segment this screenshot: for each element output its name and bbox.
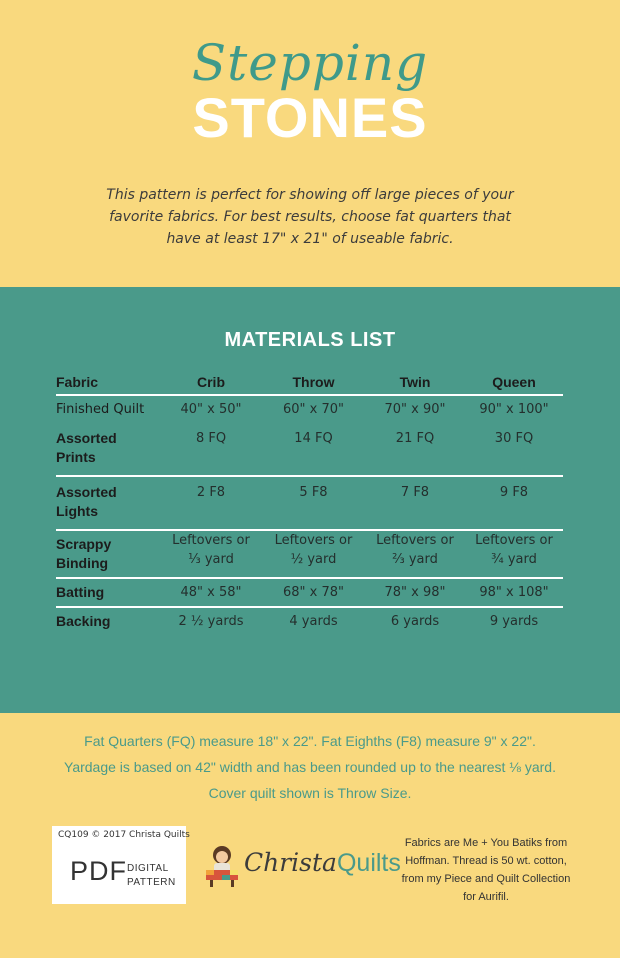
table-row [56, 423, 563, 476]
table-cell: 30 FQ [465, 423, 563, 476]
notes-section [0, 728, 620, 806]
table-cell: 21 FQ [365, 423, 465, 476]
row-label: Scrappy Binding [56, 530, 160, 578]
table-row [56, 607, 563, 635]
logo-text [244, 848, 401, 878]
table-cell: 40" x 50" [180, 402, 242, 417]
table-cell: 78" x 98" [365, 578, 465, 607]
table-cell: 90" x 100" [479, 402, 549, 417]
row-label: Assorted Lights [56, 476, 160, 530]
title-script: Stepping [191, 34, 429, 92]
table-cell: Leftovers or ½ yard [262, 530, 365, 578]
pdf-sublabel-line: DIGITAL [127, 863, 169, 874]
table-cell: 6 yards [390, 614, 440, 629]
pdf-label: PDF [70, 856, 127, 886]
pdf-sublabel-line: PATTERN [127, 877, 176, 888]
table-row [56, 395, 563, 423]
note-line: Cover quilt shown is Throw Size. [208, 785, 412, 801]
credits-text: Fabrics are Me + You Batiks from Hoffman. Thread is 50 wt. cotton, from my Piece and Quilt Collection for Aurifil. [401, 837, 571, 903]
table-row [56, 476, 563, 530]
pattern-code: CQ109 © 2017 Christa Quilts [58, 830, 190, 840]
christa-quilts-logo [202, 840, 401, 890]
table-cell: 2 ½ yards [178, 614, 244, 629]
materials-section [0, 287, 620, 713]
pdf-sublabel [127, 862, 176, 890]
logo-text-quilts: Quilts [336, 849, 401, 877]
header-section [0, 0, 620, 287]
table-cell: 5 F8 [262, 476, 365, 530]
table-cell: Leftovers or ⅓ yard [160, 530, 262, 578]
table-cell: 14 FQ [262, 423, 365, 476]
row-label: Backing [56, 613, 111, 629]
table-cell: 9 yards [489, 614, 539, 629]
column-header: Throw [262, 369, 365, 395]
note-line: Fat Quarters (FQ) measure 18" x 22". Fat Eighths (F8) measure 9" x 22". [84, 733, 536, 749]
christa-quilts-logo-icon [202, 844, 242, 888]
row-label: Assorted Prints [56, 423, 160, 476]
logo-text-christa: Christa [244, 848, 337, 877]
table-cell: 7 F8 [365, 476, 465, 530]
column-header: Crib [160, 369, 262, 395]
materials-table [56, 369, 563, 635]
table-cell: 60" x 70" [282, 402, 344, 417]
pdf-badge [52, 826, 190, 904]
table-cell: 48" x 58" [160, 578, 262, 607]
intro-text: This pattern is perfect for showing off large pieces of your favorite fabrics. For best results, choose fat quarters that have at least 17" x 21" of useable fabric. [106, 187, 514, 247]
column-header: Fabric [56, 369, 160, 395]
table-cell: 98" x 108" [465, 578, 563, 607]
table-cell: 9 F8 [465, 476, 563, 530]
table-cell: 8 FQ [160, 423, 262, 476]
row-label: Finished Quilt [56, 402, 145, 417]
table-cell: 4 yards [289, 614, 338, 629]
column-header: Twin [365, 369, 465, 395]
table-row [56, 578, 563, 607]
table-row [56, 530, 563, 578]
title-block: STONES [192, 86, 428, 149]
table-header-row [56, 369, 563, 395]
table-cell: Leftovers or ¾ yard [465, 530, 563, 578]
table-cell: 70" x 90" [384, 402, 446, 417]
table-cell: 68" x 78" [262, 578, 365, 607]
table-cell: 2 F8 [160, 476, 262, 530]
table-cell: Leftovers or ⅔ yard [365, 530, 465, 578]
note-line: Yardage is based on 42" width and has been rounded up to the nearest ⅛ yard. [64, 759, 556, 775]
row-label: Batting [56, 578, 160, 607]
materials-title: MATERIALS LIST [224, 329, 396, 351]
column-header: Queen [465, 369, 563, 395]
